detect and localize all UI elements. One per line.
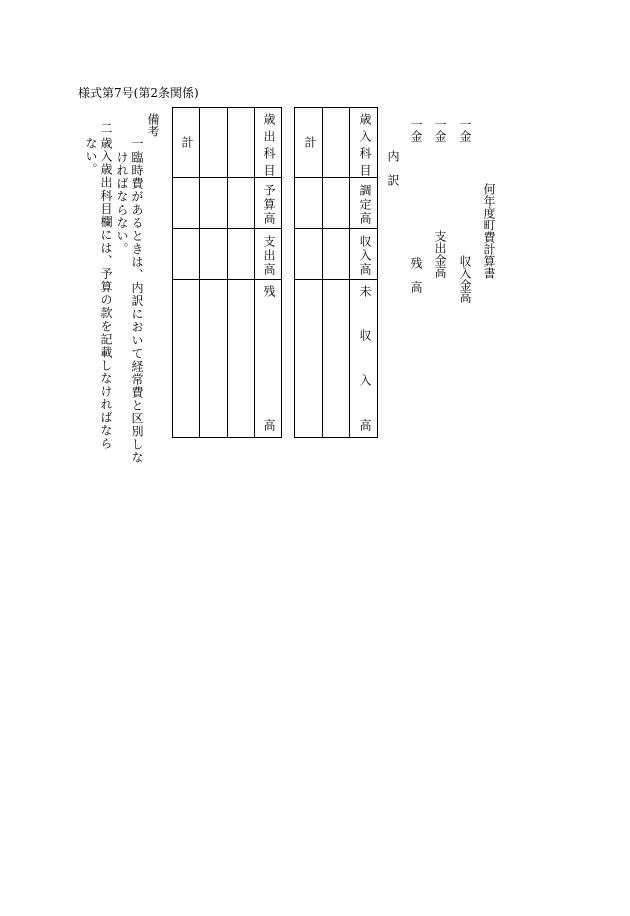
- expense-header-subject: 歳出科目: [262, 113, 276, 181]
- summary-expense-label: 支出金高: [433, 230, 447, 278]
- note-2-line2: ない。: [84, 137, 98, 177]
- note-1-line1: 臨時費があるときは、内訳において経常費と区別しな: [130, 151, 144, 465]
- summary-prefix-balance: 一金: [409, 118, 423, 142]
- summary-income-label: 収入金高: [458, 255, 472, 303]
- income-col-divider: [349, 107, 350, 438]
- expense-col-divider: [199, 107, 200, 438]
- form-label: 様式第7号(第2条関係): [78, 86, 199, 100]
- expense-col-divider: [227, 107, 228, 438]
- note-1-number: 一: [130, 137, 144, 149]
- expense-total-label: 計: [180, 136, 194, 148]
- summary-prefix-expense: 一金: [433, 118, 447, 142]
- expense-header-budget: 予算高: [262, 184, 276, 226]
- expense-col-divider: [254, 107, 255, 438]
- expense-row-divider: [172, 228, 282, 229]
- expense-row-divider: [172, 279, 282, 280]
- expense-header-paid: 支出高: [262, 235, 276, 277]
- income-header-subject: 歳入科目: [358, 113, 372, 181]
- income-row-divider: [294, 228, 378, 229]
- document-title: 何年度町費計算書: [482, 183, 496, 279]
- income-header-adjusted: 調定高: [358, 184, 372, 226]
- notes-heading: 備考: [146, 113, 160, 137]
- income-header-unreceived-1: 未: [358, 285, 372, 297]
- income-row-divider: [294, 279, 378, 280]
- note-1-line2: ければならない。: [115, 151, 129, 256]
- summary-balance-label: 残 高: [409, 257, 423, 293]
- breakdown-label: 内 訳: [386, 150, 400, 186]
- income-header-received: 収入高: [358, 235, 372, 277]
- income-header-unreceived-2: 収: [358, 329, 372, 341]
- summary-prefix-income: 一金: [458, 118, 472, 142]
- income-header-unreceived-3: 入: [358, 374, 372, 386]
- expense-header-remaining-2: 高: [262, 419, 276, 431]
- income-total-label: 計: [303, 136, 317, 148]
- note-2-number: 二: [99, 122, 113, 134]
- income-col-divider: [322, 107, 323, 438]
- expense-header-remaining-1: 残: [262, 285, 276, 297]
- note-2-line1: 歳入歳出科目欄には、予算の款を記載しなければなら: [99, 137, 113, 451]
- income-header-unreceived-4: 高: [358, 419, 372, 431]
